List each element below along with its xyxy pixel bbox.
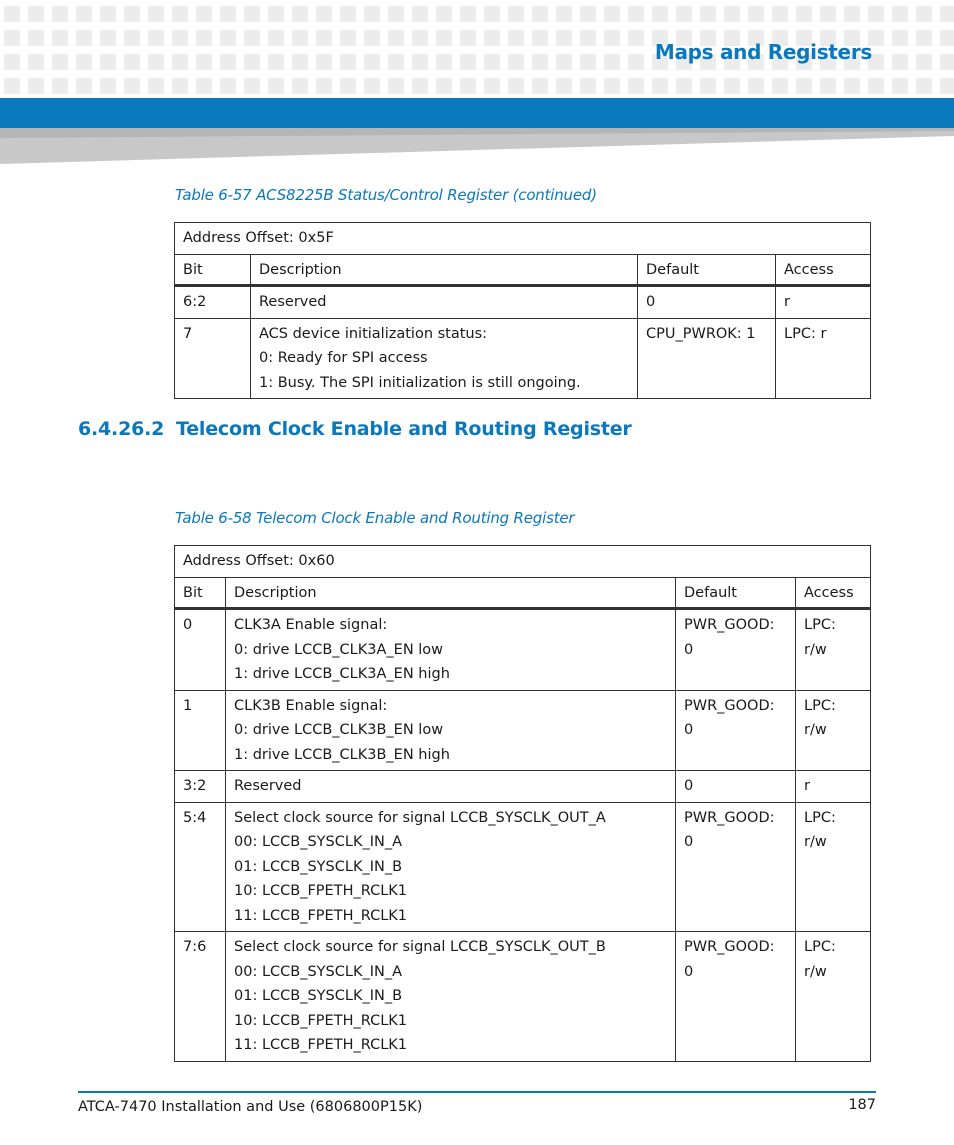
table-58-header-default: Default	[676, 577, 796, 609]
table-row	[175, 771, 871, 803]
default-cell: 0	[638, 286, 776, 319]
access-cell: r	[776, 286, 871, 319]
table-row	[175, 609, 871, 691]
description-line: 00: LCCB_SYSCLK_IN_A	[234, 963, 402, 980]
table-58-caption: Table 6-58 Telecom Clock Enable and Routing Register	[175, 509, 575, 527]
access-cell: LPC: r	[776, 318, 871, 399]
header-wedge	[0, 128, 954, 164]
description-line: ACS device initialization status:	[259, 325, 488, 342]
description-cell	[226, 771, 676, 803]
table-row	[175, 802, 871, 932]
bit-cell: 6:2	[175, 286, 251, 319]
description-line: 0: drive LCCB_CLK3B_EN low	[234, 722, 444, 738]
default-cell: PWR_GOOD: 0	[676, 932, 796, 1062]
description-line: 01: LCCB_SYSCLK_IN_B	[234, 858, 403, 875]
description-line: CLK3B Enable signal:	[234, 697, 388, 714]
table-57-header-access: Access	[776, 254, 871, 286]
footer-document-title: ATCA-7470 Installation and Use (6806800P15K)	[78, 1099, 423, 1115]
description-line: Reserved	[234, 778, 302, 794]
table-58-header-bit: Bit	[175, 577, 226, 609]
table-57-header-default: Default	[638, 254, 776, 286]
description-cell	[226, 932, 676, 1062]
page-number: 187	[848, 1097, 876, 1113]
page-header-title: Maps and Registers	[654, 40, 872, 64]
description-cell	[226, 609, 676, 691]
description-line: 1: Busy. The SPI initialization is still ongoing.	[259, 374, 581, 391]
access-cell: LPC: r/w	[796, 690, 871, 771]
footer-rule	[78, 1091, 876, 1093]
bit-cell: 3:2	[175, 771, 226, 803]
table-58-header-description: Description	[226, 577, 676, 609]
default-cell: PWR_GOOD: 0	[676, 802, 796, 932]
description-line: Select clock source for signal LCCB_SYSCLK_OUT_B	[234, 939, 606, 955]
bit-cell: 5:4	[175, 802, 226, 932]
table-57	[174, 222, 871, 399]
default-cell: PWR_GOOD: 0	[676, 690, 796, 771]
table-row	[175, 690, 871, 771]
table-row	[175, 286, 871, 319]
description-line: CLK3A Enable signal:	[234, 617, 388, 633]
table-58	[174, 545, 871, 1062]
description-line: 10: LCCB_FPETH_RCLK1	[234, 883, 408, 899]
access-cell: LPC: r/w	[796, 802, 871, 932]
table-row	[175, 318, 871, 399]
description-cell	[251, 318, 638, 399]
access-cell: LPC: r/w	[796, 609, 871, 691]
description-line: 01: LCCB_SYSCLK_IN_B	[234, 988, 403, 1004]
description-line: 0: Ready for SPI access	[259, 350, 428, 366]
description-cell	[251, 286, 638, 319]
access-cell: LPC: r/w	[796, 932, 871, 1062]
description-cell	[226, 690, 676, 771]
description-line: Reserved	[259, 294, 327, 310]
description-line: 1: drive LCCB_CLK3A_EN high	[234, 666, 450, 682]
table-57-header-description: Description	[251, 254, 638, 286]
table-58-header-access: Access	[796, 577, 871, 609]
default-cell: CPU_PWROK: 1	[638, 318, 776, 399]
bit-cell: 7:6	[175, 932, 226, 1062]
default-cell: PWR_GOOD: 0	[676, 609, 796, 691]
description-cell	[226, 802, 676, 932]
table-row	[175, 932, 871, 1062]
table-57-caption: Table 6-57 ACS8225B Status/Control Register (continued)	[175, 186, 597, 204]
bit-cell: 0	[175, 609, 226, 691]
description-line: 00: LCCB_SYSCLK_IN_A	[234, 834, 402, 850]
section-title: Telecom Clock Enable and Routing Register	[176, 418, 632, 440]
table-57-address: Address Offset: 0x5F	[175, 223, 871, 255]
default-cell: 0	[676, 771, 796, 803]
bit-cell: 7	[175, 318, 251, 399]
bit-cell: 1	[175, 690, 226, 771]
description-line: 1: drive LCCB_CLK3B_EN high	[234, 746, 450, 763]
description-line: Select clock source for signal LCCB_SYSCLK_OUT_A	[234, 809, 606, 826]
description-line: 10: LCCB_FPETH_RCLK1	[234, 1012, 408, 1029]
table-58-address: Address Offset: 0x60	[175, 546, 871, 578]
description-line: 11: LCCB_FPETH_RCLK1	[234, 907, 408, 924]
section-number: 6.4.26.2	[78, 418, 165, 440]
description-line: 0: drive LCCB_CLK3A_EN low	[234, 641, 444, 658]
section-heading	[78, 418, 632, 440]
description-line: 11: LCCB_FPETH_RCLK1	[234, 1037, 408, 1053]
access-cell: r	[796, 771, 871, 803]
table-57-header-bit: Bit	[175, 254, 251, 286]
header-bar	[0, 98, 954, 128]
